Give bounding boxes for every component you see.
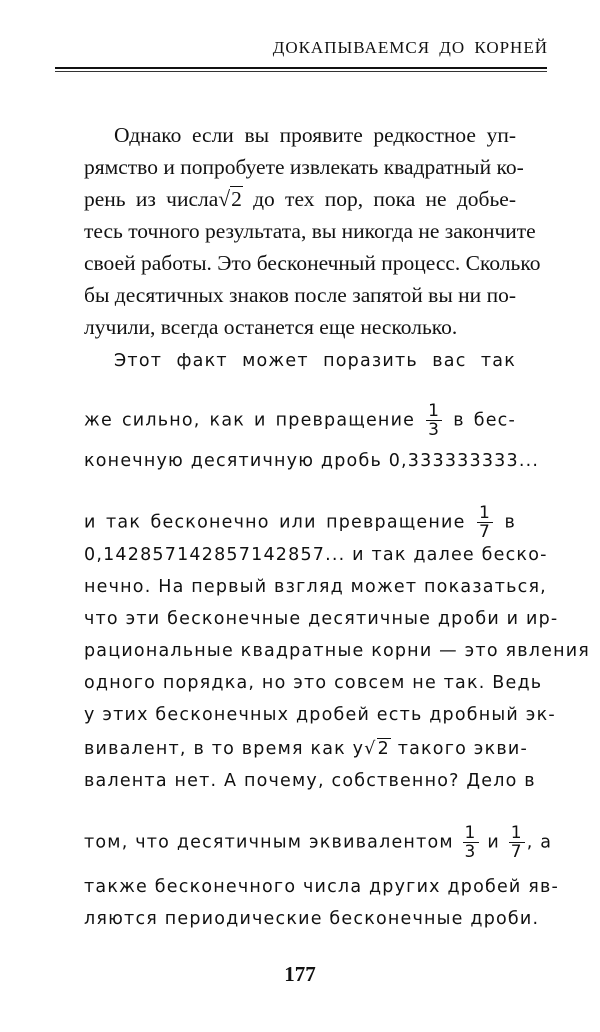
text-line: же сильно, как и превращение $\frac{1}{3}$ в бес- <box>84 401 517 440</box>
text-line: одного порядка, но это совсем не так. Ведь <box>84 673 543 693</box>
text-line: том, что десятичным эквивалентом $\frac{1}{3}$ и $\frac{1}{7}$ , а <box>84 823 553 862</box>
sqrt-2: √2 <box>218 187 242 211</box>
text-line: у этих бесконечных дробей есть дробный эк- <box>84 705 556 725</box>
text-line: лучили, всегда останется еще несколько. <box>84 315 458 339</box>
text-line: что эти бесконечные десятичные дроби и ир- <box>84 609 559 629</box>
text-line: бы десятичных знаков после запятой вы ни по- <box>84 283 516 307</box>
page-number: 177 <box>284 962 316 986</box>
text-line: ляются периодические бесконечные дроби. <box>84 909 540 929</box>
running-title: ДОКАПЫВАЕМСЯ ДО КОРНЕЙ <box>272 38 548 57</box>
text-line: рямство и попробуете извлекать квадратный ко- <box>84 155 524 179</box>
text-line: также бесконечного числа других дробей яв- <box>84 877 560 897</box>
text-line: и так бесконечно или превращение $\frac{1}{7}$ в <box>84 503 516 542</box>
text-line: тесь точного результата, вы никогда не закончите <box>84 219 536 243</box>
fraction-1-3: $\frac{1}{3}$ <box>464 823 477 862</box>
header-double-rule <box>55 67 547 72</box>
text-line: Этот факт может поразить вас так <box>114 351 516 371</box>
text-line: своей работы. Это бесконечный процесс. Сколько <box>84 251 541 275</box>
text-line: Однако если вы проявите редкостное уп- <box>114 123 516 147</box>
text-line: рень из числа√2 до тех пор, пока не добье- <box>84 184 516 214</box>
text-line: нечно. На первый взгляд может показаться, <box>84 577 547 597</box>
text-line: вивалент, в то время как у√2 такого экви- <box>84 734 516 764</box>
fraction-1-7: $\frac{1}{7}$ <box>479 503 492 542</box>
fraction-1-3: $\frac{1}{3}$ <box>428 401 441 440</box>
text-line: рациональные квадратные корни — это явления <box>84 641 591 661</box>
fraction-1-7: $\frac{1}{7}$ <box>510 823 523 862</box>
text-line: конечную десятичную дробь 0,333333333... <box>84 451 540 471</box>
text-line: валента нет. А почему, собственно? Дело в <box>84 771 536 791</box>
sqrt-2: √2 <box>364 739 390 759</box>
text-line: 0,142857142857142857... и так далее беско- <box>84 545 548 565</box>
